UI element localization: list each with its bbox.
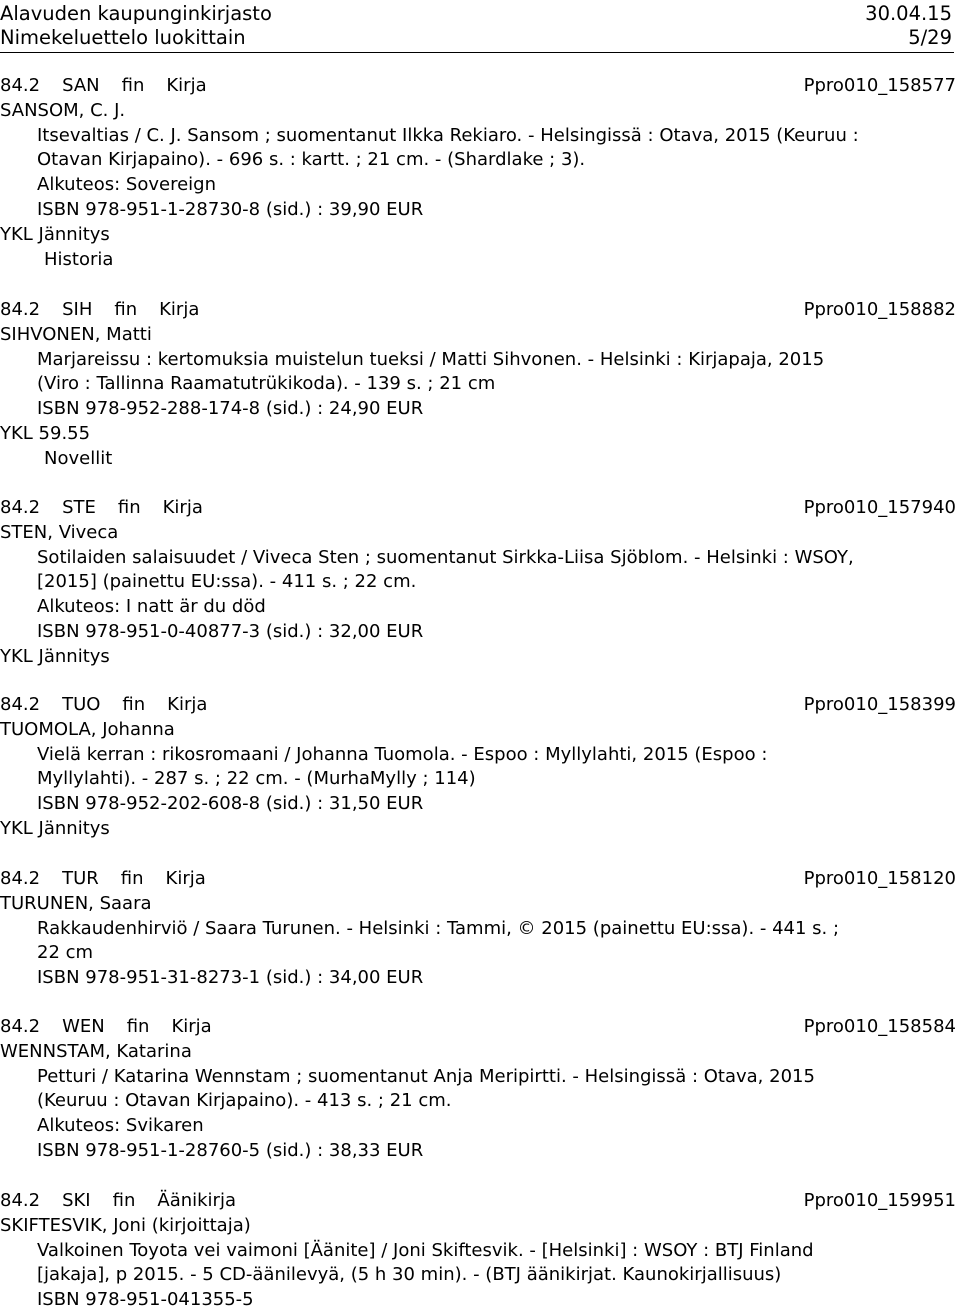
print-date: 30.04.15: [865, 2, 952, 25]
header-divider: [0, 52, 954, 53]
note-line: [0, 1114, 960, 1139]
record-id: Ppro010_158577: [803, 75, 956, 96]
description-line: [0, 348, 960, 373]
subject-line: [0, 248, 960, 273]
language-code: fin: [117, 497, 141, 518]
description-line: [0, 148, 960, 173]
isbn-line: [0, 198, 960, 223]
author-name: SKIFTESVIK, Joni (kirjoittaja): [0, 1214, 251, 1236]
ykl-class: YKL Jännitys: [0, 223, 110, 245]
description-line: [0, 1263, 960, 1288]
description-line: [0, 372, 960, 397]
isbn-price: ISBN 978-951-041355-5: [37, 1289, 254, 1311]
isbn-line: [0, 792, 960, 817]
ykl-class: YKL 59.55: [0, 422, 91, 444]
material-type: Kirja: [159, 299, 200, 320]
author-name: STEN, Viveca: [0, 521, 119, 543]
record-id: Ppro010_157940: [803, 497, 956, 518]
language-code: fin: [122, 694, 146, 715]
language-code: fin: [120, 868, 144, 889]
description-text: Petturi / Katarina Wennstam ; suomentanut Anja Meripirtti. - Helsingissä : Otava, 2015: [37, 1065, 815, 1087]
description-text: Rakkaudenhirviö / Saara Turunen. - Helsinki : Tammi, © 2015 (painettu EU:ssa). - 441 s. ;: [37, 917, 840, 939]
record-heading: [0, 496, 960, 521]
description-text: Sotilaiden salaisuudet / Viveca Sten ; suomentanut Sirkka-Liisa Sjöblom. - Helsinki : WSOY,: [37, 546, 854, 568]
record-heading: [0, 867, 960, 892]
description-line: [0, 124, 960, 149]
subject-line: [0, 447, 960, 472]
author-name: TURUNEN, Saara: [0, 892, 152, 914]
original-title-note: Alkuteos: Sovereign: [37, 174, 216, 196]
isbn-line: [0, 397, 960, 422]
material-type: Kirja: [167, 694, 208, 715]
record-id: Ppro010_159951: [803, 1190, 956, 1211]
subject-term: Novellit: [44, 447, 113, 469]
ykl-class: YKL Jännitys: [0, 817, 110, 839]
language-code: fin: [112, 1190, 136, 1211]
author-line: [0, 718, 960, 743]
class-number: 84.2: [0, 868, 41, 889]
record-heading: [0, 298, 960, 323]
class-number: 84.2: [0, 75, 41, 96]
catalog-record: [0, 496, 960, 670]
shelf-code: SIH: [62, 299, 93, 320]
author-line: [0, 521, 960, 546]
author-line: [0, 99, 960, 124]
class-number: 84.2: [0, 1016, 41, 1037]
shelf-code: TUO: [62, 694, 101, 715]
isbn-price: ISBN 978-951-1-28760-5 (sid.) : 38,33 EUR: [37, 1139, 424, 1161]
isbn-price: ISBN 978-951-0-40877-3 (sid.) : 32,00 EUR: [37, 620, 424, 642]
record-id: Ppro010_158399: [803, 694, 956, 715]
class-number: 84.2: [0, 1190, 41, 1211]
description-text: [2015] (painettu EU:ssa). - 411 s. ; 22 cm.: [37, 571, 417, 593]
description-line: [0, 917, 960, 942]
library-name: Alavuden kaupunginkirjasto: [0, 2, 272, 25]
note-line: [0, 595, 960, 620]
class-number: 84.2: [0, 694, 41, 715]
material-type: Kirja: [171, 1016, 212, 1037]
catalog-record: [0, 1015, 960, 1164]
language-code: fin: [114, 299, 138, 320]
author-name: WENNSTAM, Katarina: [0, 1040, 192, 1062]
record-id: Ppro010_158882: [803, 299, 956, 320]
original-title-note: Alkuteos: Svikaren: [37, 1115, 204, 1137]
material-type: Kirja: [162, 497, 203, 518]
shelf-code: TUR: [62, 868, 99, 889]
author-name: SANSOM, C. J.: [0, 99, 126, 121]
isbn-price: ISBN 978-952-288-174-8 (sid.) : 24,90 EUR: [37, 398, 424, 420]
isbn-price: ISBN 978-952-202-608-8 (sid.) : 31,50 EUR: [37, 793, 424, 815]
description-text: (Keuruu : Otavan Kirjapaino). - 413 s. ; 21 cm.: [37, 1090, 452, 1112]
page-header-bottom: [0, 26, 952, 49]
author-name: TUOMOLA, Johanna: [0, 718, 175, 740]
ykl-class: YKL Jännitys: [0, 645, 110, 667]
description-text: (Viro : Tallinna Raamatutrükikoda). - 139 s. ; 21 cm: [37, 373, 496, 395]
catalog-record: [0, 298, 960, 472]
ykl-line: [0, 645, 960, 670]
original-title-note: Alkuteos: I natt är du död: [37, 596, 266, 618]
class-number: 84.2: [0, 497, 41, 518]
page-header-top: [0, 2, 952, 25]
catalog-record: [0, 74, 960, 272]
description-text: Myllylahti). - 287 s. ; 22 cm. - (MurhaMylly ; 114): [37, 768, 476, 790]
shelf-code: SKI: [62, 1190, 91, 1211]
language-code: fin: [121, 75, 145, 96]
shelf-code: WEN: [62, 1016, 105, 1037]
material-type: Kirja: [166, 75, 207, 96]
description-text: Itsevaltias / C. J. Sansom ; suomentanut Ilkka Rekiaro. - Helsingissä : Otava, 2015 (Keuruu :: [37, 124, 859, 146]
record-id: Ppro010_158120: [803, 868, 956, 889]
author-line: [0, 1040, 960, 1065]
record-id: Ppro010_158584: [803, 1016, 956, 1037]
material-type: Äänikirja: [157, 1190, 236, 1211]
list-title: Nimekeluettelo luokittain: [0, 26, 246, 49]
description-line: [0, 941, 960, 966]
record-heading: [0, 74, 960, 99]
record-heading: [0, 1189, 960, 1214]
description-text: Valkoinen Toyota vei vaimoni [Äänite] / Joni Skiftesvik. - [Helsinki] : WSOY : BTJ Finland: [37, 1239, 814, 1261]
catalog-record: [0, 693, 960, 842]
description-line: [0, 1089, 960, 1114]
ykl-line: [0, 223, 960, 248]
isbn-line: [0, 620, 960, 645]
description-text: Marjareissu : kertomuksia muistelun tueksi / Matti Sihvonen. - Helsinki : Kirjapaja, 2015: [37, 348, 825, 370]
ykl-line: [0, 817, 960, 842]
description-line: [0, 1239, 960, 1264]
material-type: Kirja: [165, 868, 206, 889]
isbn-price: ISBN 978-951-1-28730-8 (sid.) : 39,90 EUR: [37, 198, 424, 220]
note-line: [0, 173, 960, 198]
description-text: Otavan Kirjapaino). - 696 s. : kartt. ; 21 cm. - (Shardlake ; 3).: [37, 149, 586, 171]
record-heading: [0, 693, 960, 718]
ykl-line: [0, 422, 960, 447]
author-line: [0, 323, 960, 348]
description-line: [0, 743, 960, 768]
description-text: Vielä kerran : rikosromaani / Johanna Tuomola. - Espoo : Myllylahti, 2015 (Espoo :: [37, 743, 768, 765]
author-line: [0, 1214, 960, 1239]
class-number: 84.2: [0, 299, 41, 320]
isbn-line: [0, 1288, 960, 1313]
description-text: 22 cm: [37, 942, 94, 964]
subject-term: Historia: [44, 248, 114, 270]
description-line: [0, 546, 960, 571]
description-text: [jakaja], p 2015. - 5 CD-äänilevyä, (5 h 30 min). - (BTJ äänikirjat. Kaunokirjallisuus): [37, 1264, 782, 1286]
isbn-line: [0, 966, 960, 991]
description-line: [0, 570, 960, 595]
description-line: [0, 1065, 960, 1090]
catalog-record: [0, 1189, 960, 1313]
description-line: [0, 767, 960, 792]
author-line: [0, 892, 960, 917]
author-name: SIHVONEN, Matti: [0, 323, 152, 345]
shelf-code: STE: [62, 497, 96, 518]
isbn-line: [0, 1139, 960, 1164]
page-number: 5/29: [908, 26, 952, 49]
shelf-code: SAN: [62, 75, 100, 96]
catalog-record: [0, 867, 960, 991]
record-heading: [0, 1015, 960, 1040]
isbn-price: ISBN 978-951-31-8273-1 (sid.) : 34,00 EUR: [37, 967, 424, 989]
language-code: fin: [126, 1016, 150, 1037]
